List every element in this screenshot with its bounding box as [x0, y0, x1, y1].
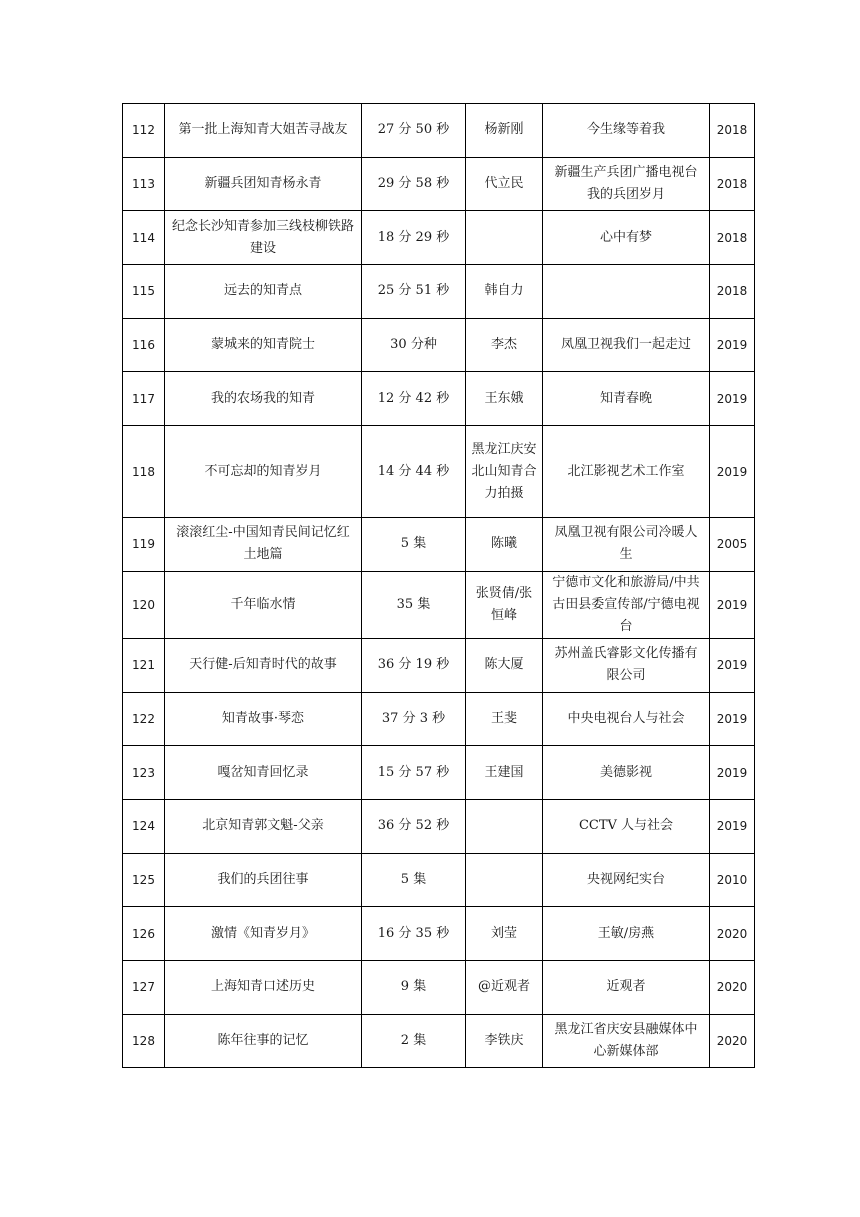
year-cell: 2019	[710, 692, 755, 746]
producer-cell: 新疆生产兵团广播电视台我的兵团岁月	[543, 157, 710, 211]
duration-cell: 27 分 50 秒	[362, 104, 466, 158]
duration-cell: 25 分 51 秒	[362, 265, 466, 319]
year-cell: 2019	[710, 638, 755, 692]
title-cell: 我们的兵团往事	[165, 853, 362, 907]
producer-cell: 苏州盖氏睿影文化传播有限公司	[543, 638, 710, 692]
year-cell: 2018	[710, 211, 755, 265]
title-cell: 知青故事·琴恋	[165, 692, 362, 746]
title-cell: 滚滚红尘-中国知青民间记忆红土地篇	[165, 518, 362, 572]
duration-cell: 14 分 44 秒	[362, 426, 466, 518]
year-cell: 2019	[710, 746, 755, 800]
director-cell: 黑龙江庆安北山知青合力拍摄	[466, 426, 543, 518]
director-cell: 韩自力	[466, 265, 543, 319]
duration-cell: 16 分 35 秒	[362, 907, 466, 961]
producer-cell: 凤凰卫视我们一起走过	[543, 318, 710, 372]
title-cell: 天行健-后知青时代的故事	[165, 638, 362, 692]
row-number-cell: 124	[123, 799, 165, 853]
row-number-cell: 117	[123, 372, 165, 426]
year-cell: 2018	[710, 265, 755, 319]
director-cell: 李铁庆	[466, 1014, 543, 1068]
duration-cell: 36 分 19 秒	[362, 638, 466, 692]
director-cell	[466, 853, 543, 907]
director-cell: 王东娥	[466, 372, 543, 426]
year-cell: 2005	[710, 518, 755, 572]
producer-cell	[543, 265, 710, 319]
duration-cell: 18 分 29 秒	[362, 211, 466, 265]
row-number-cell: 119	[123, 518, 165, 572]
table-row	[123, 318, 755, 372]
row-number-cell: 120	[123, 571, 165, 638]
producer-cell: 宁德市文化和旅游局/中共古田县委宣传部/宁德电视台	[543, 571, 710, 638]
producer-cell: CCTV 人与社会	[543, 799, 710, 853]
table-row	[123, 960, 755, 1014]
table-row	[123, 157, 755, 211]
table-row	[123, 746, 755, 800]
documentary-list-table	[122, 103, 755, 1068]
year-cell: 2019	[710, 372, 755, 426]
year-cell: 2018	[710, 157, 755, 211]
director-cell: 王建国	[466, 746, 543, 800]
table-row	[123, 799, 755, 853]
table-row	[123, 907, 755, 961]
director-cell: @近观者	[466, 960, 543, 1014]
duration-cell: 5 集	[362, 853, 466, 907]
title-cell: 上海知青口述历史	[165, 960, 362, 1014]
title-cell: 新疆兵团知青杨永青	[165, 157, 362, 211]
producer-cell: 凤凰卫视有限公司冷暖人生	[543, 518, 710, 572]
table-row	[123, 265, 755, 319]
title-cell: 陈年往事的记忆	[165, 1014, 362, 1068]
table-row	[123, 638, 755, 692]
table-row	[123, 571, 755, 638]
row-number-cell: 112	[123, 104, 165, 158]
producer-cell: 中央电视台人与社会	[543, 692, 710, 746]
year-cell: 2020	[710, 960, 755, 1014]
duration-cell: 12 分 42 秒	[362, 372, 466, 426]
director-cell: 张贤倩/张恒峰	[466, 571, 543, 638]
table-row	[123, 692, 755, 746]
row-number-cell: 118	[123, 426, 165, 518]
row-number-cell: 127	[123, 960, 165, 1014]
title-cell: 千年临水情	[165, 571, 362, 638]
row-number-cell: 128	[123, 1014, 165, 1068]
row-number-cell: 126	[123, 907, 165, 961]
table-row	[123, 211, 755, 265]
year-cell: 2019	[710, 318, 755, 372]
year-cell: 2020	[710, 1014, 755, 1068]
table-row	[123, 853, 755, 907]
table-body	[123, 104, 755, 1068]
title-cell: 我的农场我的知青	[165, 372, 362, 426]
producer-cell: 美德影视	[543, 746, 710, 800]
title-cell: 纪念长沙知青参加三线枝柳铁路建设	[165, 211, 362, 265]
title-cell: 第一批上海知青大姐苦寻战友	[165, 104, 362, 158]
producer-cell: 近观者	[543, 960, 710, 1014]
year-cell: 2019	[710, 426, 755, 518]
row-number-cell: 125	[123, 853, 165, 907]
duration-cell: 35 集	[362, 571, 466, 638]
director-cell: 陈曦	[466, 518, 543, 572]
duration-cell: 36 分 52 秒	[362, 799, 466, 853]
title-cell: 北京知青郭文魁-父亲	[165, 799, 362, 853]
director-cell: 杨新刚	[466, 104, 543, 158]
table-row	[123, 518, 755, 572]
row-number-cell: 114	[123, 211, 165, 265]
producer-cell: 央视网纪实台	[543, 853, 710, 907]
director-cell: 李杰	[466, 318, 543, 372]
duration-cell: 15 分 57 秒	[362, 746, 466, 800]
row-number-cell: 113	[123, 157, 165, 211]
table-row	[123, 426, 755, 518]
duration-cell: 2 集	[362, 1014, 466, 1068]
row-number-cell: 123	[123, 746, 165, 800]
producer-cell: 北江影视艺术工作室	[543, 426, 710, 518]
year-cell: 2018	[710, 104, 755, 158]
year-cell: 2019	[710, 799, 755, 853]
year-cell: 2019	[710, 571, 755, 638]
duration-cell: 30 分种	[362, 318, 466, 372]
row-number-cell: 116	[123, 318, 165, 372]
producer-cell: 心中有梦	[543, 211, 710, 265]
row-number-cell: 115	[123, 265, 165, 319]
producer-cell: 王敏/房燕	[543, 907, 710, 961]
duration-cell: 29 分 58 秒	[362, 157, 466, 211]
director-cell: 陈大厦	[466, 638, 543, 692]
table-row	[123, 372, 755, 426]
producer-cell: 黑龙江省庆安县融媒体中心新媒体部	[543, 1014, 710, 1068]
director-cell	[466, 799, 543, 853]
producer-cell: 知青春晚	[543, 372, 710, 426]
title-cell: 蒙城来的知青院士	[165, 318, 362, 372]
duration-cell: 9 集	[362, 960, 466, 1014]
producer-cell: 今生缘等着我	[543, 104, 710, 158]
director-cell: 王斐	[466, 692, 543, 746]
title-cell: 不可忘却的知青岁月	[165, 426, 362, 518]
row-number-cell: 122	[123, 692, 165, 746]
director-cell: 刘莹	[466, 907, 543, 961]
year-cell: 2010	[710, 853, 755, 907]
director-cell	[466, 211, 543, 265]
table-row	[123, 1014, 755, 1068]
title-cell: 嘎岔知青回忆录	[165, 746, 362, 800]
title-cell: 远去的知青点	[165, 265, 362, 319]
director-cell: 代立民	[466, 157, 543, 211]
duration-cell: 37 分 3 秒	[362, 692, 466, 746]
year-cell: 2020	[710, 907, 755, 961]
row-number-cell: 121	[123, 638, 165, 692]
duration-cell: 5 集	[362, 518, 466, 572]
title-cell: 激情《知青岁月》	[165, 907, 362, 961]
table-row	[123, 104, 755, 158]
